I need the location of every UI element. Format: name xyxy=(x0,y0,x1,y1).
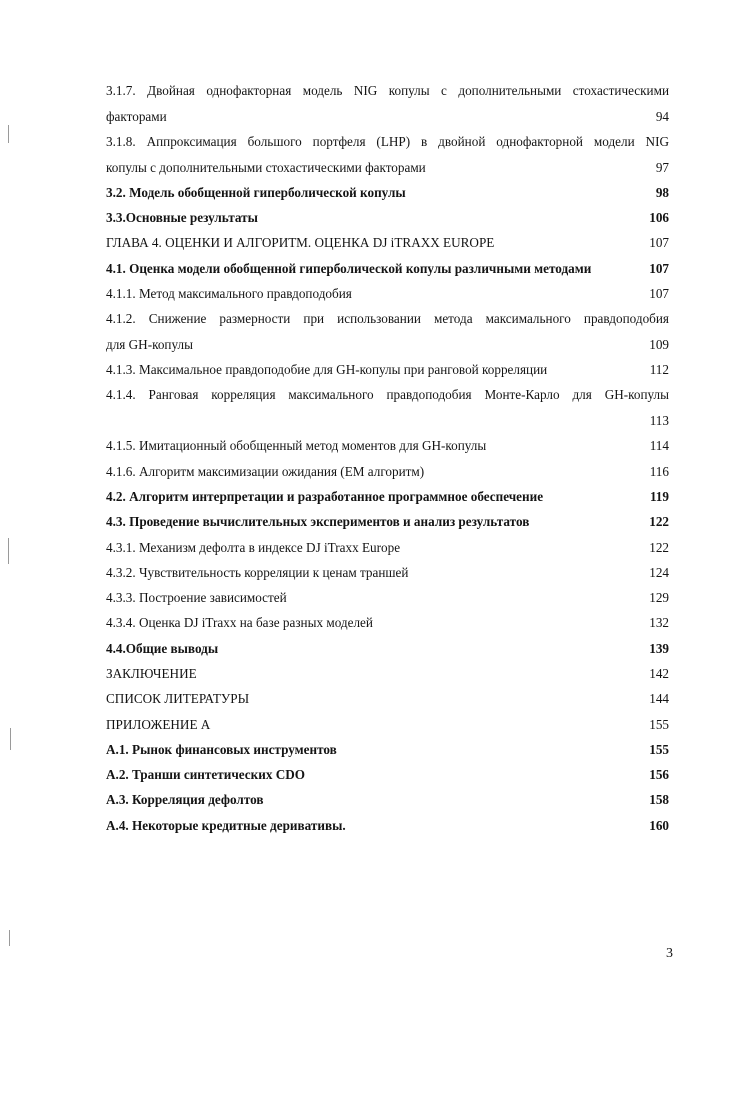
toc-entry-title: копулы с дополнительными стохастическими факторами xyxy=(106,160,426,175)
toc-entry[interactable] xyxy=(106,532,669,556)
toc-entry-page: 109 xyxy=(649,337,669,352)
dot-leader xyxy=(250,691,648,707)
toc-entry[interactable] xyxy=(106,253,669,277)
toc-entry[interactable] xyxy=(106,379,669,403)
toc-entry-title: 4.3.4. Оценка DJ iTraxx на базе разных моделей xyxy=(106,615,373,630)
dot-leader xyxy=(401,540,648,556)
toc-entry-page: 107 xyxy=(649,235,669,250)
toc-entry[interactable] xyxy=(106,658,669,682)
dot-leader xyxy=(530,514,648,530)
toc-entry-page: 144 xyxy=(649,691,669,706)
toc-entry-title: 3.1.7. Двойная однофакторная модель NIG копулы с дополнительными стохастическими xyxy=(106,83,669,98)
toc-entry[interactable] xyxy=(106,177,669,201)
toc-entry[interactable] xyxy=(106,734,669,758)
toc-entry-page: 114 xyxy=(649,438,669,453)
toc-entry-title: А.4. Некоторые кредитные деривативы. xyxy=(106,818,346,833)
toc-entry[interactable] xyxy=(106,101,669,125)
scan-artifact xyxy=(9,930,10,946)
scan-artifact xyxy=(10,728,11,750)
toc-entry[interactable] xyxy=(106,683,669,707)
dot-leader xyxy=(347,818,649,834)
toc-entry[interactable] xyxy=(106,456,669,480)
toc-entry[interactable] xyxy=(106,607,669,631)
toc-entry-title: 4.1.5. Имитационный обобщенный метод моментов для GH-копулы xyxy=(106,438,487,453)
toc-entry-title: для GH-копулы xyxy=(106,337,193,352)
dot-leader xyxy=(288,590,649,606)
toc-entry[interactable] xyxy=(106,278,669,302)
toc-entry-title: ЗАКЛЮЧЕНИЕ xyxy=(106,666,197,681)
dot-leader xyxy=(495,235,648,251)
dot-leader xyxy=(409,565,648,581)
toc-entry[interactable] xyxy=(106,557,669,581)
dot-leader xyxy=(407,185,655,201)
dot-leader xyxy=(374,615,648,631)
scan-artifact xyxy=(8,125,9,143)
toc-entry[interactable] xyxy=(106,633,669,657)
dot-leader xyxy=(427,160,655,176)
toc-entry-page: 98 xyxy=(655,185,669,200)
toc-entry-page: 94 xyxy=(655,109,669,124)
toc-entry-page: 124 xyxy=(649,565,669,580)
dot-leader xyxy=(548,362,648,378)
toc-entry-title: 4.1.2. Снижение размерности при использовании метода максимального правдоподобия xyxy=(106,311,669,326)
toc-entry[interactable] xyxy=(106,405,669,429)
toc-entry-title: 4.2. Алгоритм интерпретации и разработанное программное обеспечение xyxy=(106,489,544,504)
toc-entry-title: А.3. Корреляция дефолтов xyxy=(106,792,264,807)
toc-entry-title: факторами xyxy=(106,109,167,124)
toc-entry-page: 97 xyxy=(655,160,669,175)
dot-leader xyxy=(219,641,648,657)
toc-entry-title: 4.3. Проведение вычислительных экспериментов и анализ результатов xyxy=(106,514,530,529)
dot-leader xyxy=(544,489,649,505)
toc-entry-title: 4.3.1. Механизм дефолта в индексе DJ iTraxx Europe xyxy=(106,540,401,555)
toc-entry[interactable] xyxy=(106,810,669,834)
toc-entry-page: 106 xyxy=(649,210,669,225)
toc-entry-title: 3.3.Основные результаты xyxy=(106,210,258,225)
toc-entry-page: 158 xyxy=(649,792,669,807)
toc-entry-title: ПРИЛОЖЕНИЕ А xyxy=(106,717,211,732)
toc-entry-page: 132 xyxy=(649,615,669,630)
toc-entry-page: 155 xyxy=(649,717,669,732)
toc-entry[interactable] xyxy=(106,430,669,454)
toc-entry-title: 4.1. Оценка модели обобщенной гиперболической копулы различными методами xyxy=(106,261,592,276)
dot-leader xyxy=(211,717,648,733)
toc-entry[interactable] xyxy=(106,481,669,505)
toc-entry-title: 3.1.8. Аппроксимация большого портфеля (LHP) в двойной однофакторной модели NIG xyxy=(106,134,669,149)
toc-entry-title: А.2. Транши синтетических CDO xyxy=(106,767,306,782)
toc-entry[interactable] xyxy=(106,303,669,327)
toc-entry-title: ГЛАВА 4. ОЦЕНКИ И АЛГОРИТМ. ОЦЕНКА DJ iTRAXX EUROPE xyxy=(106,235,495,250)
toc-entry[interactable] xyxy=(106,202,669,226)
scan-artifact xyxy=(8,538,9,564)
dot-leader xyxy=(168,109,655,125)
toc-entry-title: 4.3.2. Чувствительность корреляции к ценам траншей xyxy=(106,565,409,580)
dot-leader xyxy=(265,792,649,808)
toc-entry-title: 4.1.1. Метод максимального правдоподобия xyxy=(106,286,352,301)
dot-leader xyxy=(194,337,648,353)
toc-entry-title: 4.3.3. Построение зависимостей xyxy=(106,590,287,605)
toc-entry-title: 4.4.Общие выводы xyxy=(106,641,219,656)
dot-leader xyxy=(592,261,648,277)
toc-entry-page: 107 xyxy=(649,286,669,301)
toc-entry-page: 122 xyxy=(649,514,669,529)
toc-entry[interactable] xyxy=(106,75,669,99)
toc-entry-page: 122 xyxy=(649,540,669,555)
toc-entry-page: 113 xyxy=(649,413,669,428)
toc-entry[interactable] xyxy=(106,784,669,808)
toc-entry-page: 116 xyxy=(649,464,669,479)
dot-leader xyxy=(353,286,648,302)
toc-entry[interactable] xyxy=(106,126,669,150)
toc-entry-title: 4.1.6. Алгоритм максимизации ожидания (EM алгоритм) xyxy=(106,464,425,479)
toc-entry-title: 4.1.4. Ранговая корреляция максимального правдоподобия Монте-Карло для GH-копулы xyxy=(106,387,669,402)
dot-leader xyxy=(259,210,648,226)
toc-entry[interactable] xyxy=(106,506,669,530)
toc-entry[interactable] xyxy=(106,152,669,176)
dot-leader xyxy=(107,413,649,429)
toc-entry-page: 155 xyxy=(649,742,669,757)
toc-entry[interactable] xyxy=(106,227,669,251)
dot-leader xyxy=(425,464,649,480)
toc-entry-page: 119 xyxy=(649,489,669,504)
toc-entry-title: СПИСОК ЛИТЕРАТУРЫ xyxy=(106,691,250,706)
toc-entry-page: 142 xyxy=(649,666,669,681)
toc-entry-page: 156 xyxy=(649,767,669,782)
toc-entry[interactable] xyxy=(106,354,669,378)
toc-entry-page: 112 xyxy=(649,362,669,377)
toc-entry[interactable] xyxy=(106,329,669,353)
dot-leader xyxy=(306,767,648,783)
toc-entry-title: 3.2. Модель обобщенной гиперболической копулы xyxy=(106,185,406,200)
toc-entry-page: 160 xyxy=(649,818,669,833)
dot-leader xyxy=(338,742,648,758)
toc-entry-page: 129 xyxy=(649,590,669,605)
toc-entry-title: А.1. Рынок финансовых инструментов xyxy=(106,742,337,757)
page-number: 3 xyxy=(666,946,673,961)
toc-entry[interactable] xyxy=(106,759,669,783)
toc-entry-page: 139 xyxy=(649,641,669,656)
toc-entry[interactable] xyxy=(106,582,669,606)
toc-entry-title: 4.1.3. Максимальное правдоподобие для GH-копулы при ранговой корреляции xyxy=(106,362,548,377)
dot-leader xyxy=(198,666,649,682)
dot-leader xyxy=(487,438,648,454)
toc-entry[interactable] xyxy=(106,709,669,733)
toc-entry-page: 107 xyxy=(649,261,669,276)
